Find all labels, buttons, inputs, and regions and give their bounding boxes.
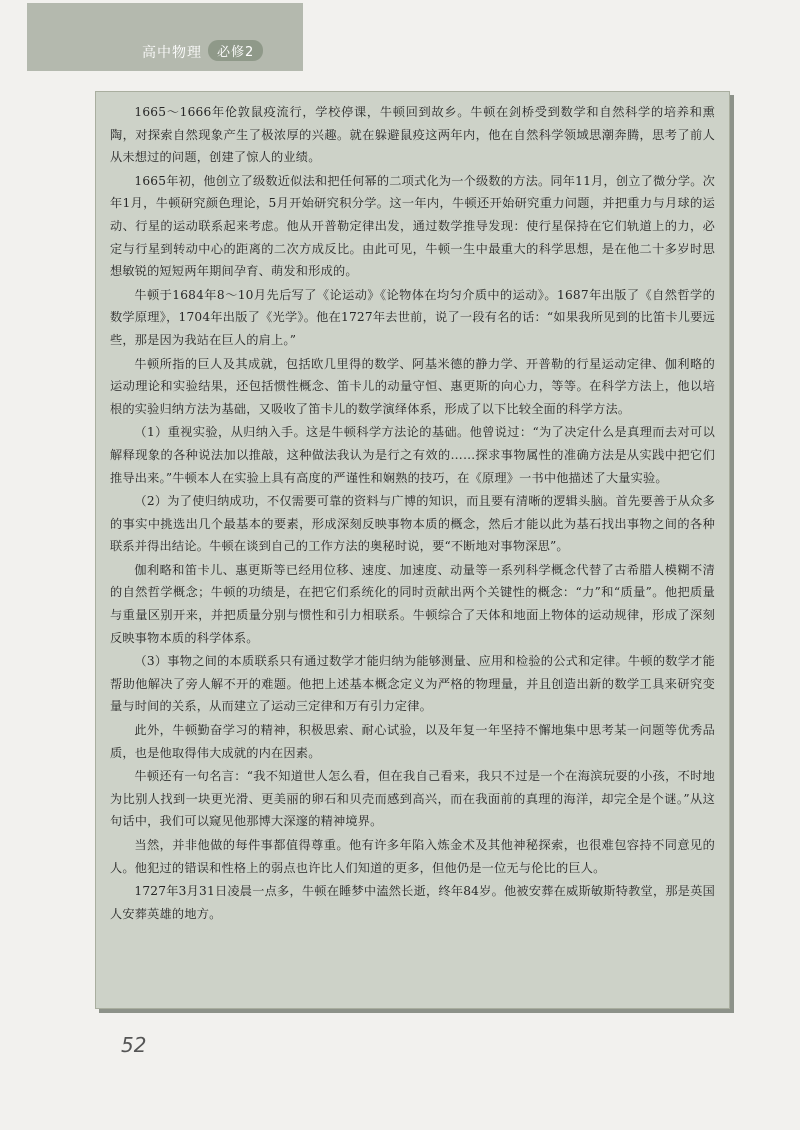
- paragraph-8: （3）事物之间的本质联系只有通过数学才能归纳为能够测量、应用和检验的公式和定律。牛顿的数学才能帮助他解决了旁人解不开的难题。他把上述基本概念定义为严格的物理量，并且创造出新的数学工具来研究变量与时间的关系，从而建立了运动三定律和万有引力定律。: [110, 654, 715, 714]
- paragraph-11: 当然，并非他做的每件事都值得尊重。他有许多年陷入炼金术及其他神秘探索，也很难包容持不同意见的人。他犯过的错误和性格上的弱点也许比人们知道的更多，但他仍是一位无与伦比的巨人。: [110, 838, 715, 875]
- paragraph-1: 1665～1666年伦敦鼠疫流行，学校停课，牛顿回到故乡。牛顿在剑桥受到数学和自然科学的培养和熏陶，对探索自然现象产生了极浓厚的兴趣。就在躲避鼠疫这两年内，他在自然科学领域思潮奔腾，思考了前人从未想过的问题，创建了惊人的业绩。: [110, 105, 715, 165]
- page-number: 52: [121, 1033, 147, 1057]
- paragraph-2: 1665年初，他创立了级数近似法和把任何幂的二项式化为一个级数的方法。同年11月，创立了微分学。次年1月，牛顿研究颜色理论，5月开始研究积分学。这一年内，牛顿还开始研究重力问题，并把重力与月球的运动、行星的运动联系起来考虑。他从开普勒定律出发，通过数学推导发现：使行星保持在它们轨道上的力，必定与行星到转动中心的距离的二次方成反比。由此可见，牛顿一生中最重大的科学思想，是在他二十多岁时思想敏锐的短短两年期间孕育、萌发和形成的。: [110, 173, 715, 279]
- paragraph-12: 1727年3月31日凌晨一点多，牛顿在睡梦中溘然长逝，终年84岁。他被安葬在威斯敏斯特教堂，那是英国人安葬英雄的地方。: [110, 884, 715, 921]
- book-title: 高中物理: [142, 45, 202, 61]
- volume-badge: 必修2: [208, 40, 263, 61]
- paragraph-10: 牛顿还有一句名言：“我不知道世人怎么看，但在我自己看来，我只不过是一个在海滨玩耍的小孩，不时地为比别人找到一块更光滑、更美丽的卵石和贝壳而感到高兴，而在我面前的真理的海洋，却完全是个谜。”从这句话中，我们可以窥见他那博大深邃的精神境界。: [110, 769, 715, 829]
- paragraph-5: （1）重视实验，从归纳入手。这是牛顿科学方法论的基础。他曾说过：“为了决定什么是真理而去对可以解释现象的各种说法加以推敲，这种做法我认为是行之有效的……探求事物属性的准确方法是从实践中把它们推导出来。”牛顿本人在实验上具有高度的严谨性和娴熟的技巧，在《原理》一书中他描述了大量实验。: [110, 425, 715, 485]
- paragraph-7: 伽利略和笛卡儿、惠更斯等已经用位移、速度、加速度、动量等一系列科学概念代替了古希腊人模糊不清的自然哲学概念；牛顿的功绩是，在把它们系统化的同时贡献出两个关键性的概念：“力”和“质量”。他把质量与重量区别开来，并把质量分别与惯性和引力相联系。牛顿综合了天体和地面上物体的运动规律，形成了深刻反映事物本质的科学体系。: [110, 562, 715, 645]
- paragraph-6: （2）为了使归纳成功，不仅需要可靠的资料与广博的知识，而且要有清晰的逻辑头脑。首先要善于从众多的事实中挑选出几个最基本的要素，形成深刻反映事物本质的概念，然后才能以此为基石找出事物之间的各种联系并得出结论。牛顿在谈到自己的工作方法的奥秘时说，要“不断地对事物深思”。: [110, 494, 715, 554]
- reading-text: [110, 101, 715, 925]
- paragraph-4: 牛顿所指的巨人及其成就，包括欧几里得的数学、阿基米德的静力学、开普勒的行星运动定律、伽利略的运动理论和实验结果，还包括惯性概念、笛卡儿的动量守恒、惠更斯的向心力，等等。在科学方法上，他以培根的实验归纳方法为基础，又吸收了笛卡儿的数学演绎体系，形成了以下比较全面的科学方法。: [110, 356, 715, 416]
- paragraph-3: 牛顿于1684年8～10月先后写了《论运动》《论物体在均匀介质中的运动》。1687年出版了《自然哲学的数学原理》，1704年出版了《光学》。他在1727年去世前，说了一段有名的话：“如果我所见到的比笛卡儿要远些，那是因为我站在巨人的肩上。”: [110, 287, 715, 347]
- paragraph-9: 此外，牛顿勤奋学习的精神，积极思索、耐心试验，以及年复一年坚持不懈地集中思考某一问题等优秀品质，也是他取得伟大成就的内在因素。: [110, 723, 715, 760]
